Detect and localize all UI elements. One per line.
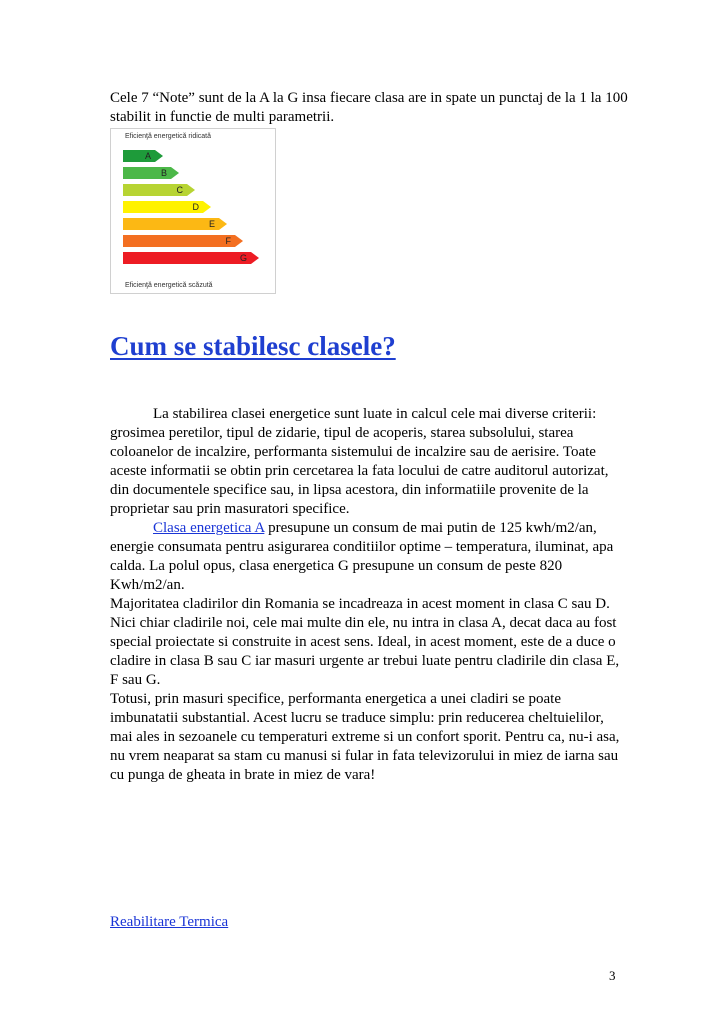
paragraph-class-a-text: presupune un consum de mai putin de 125 kwh/m2/an, energie consumata pentru asigurarea conditiilor optime – temperatura, iluminat, apa calda. La polul opus, clasa energetica G presupune un consum de peste 820 Kwh/m2/an. xyxy=(110,520,614,593)
energy-label-top-caption: Eficienţă energetică ridicată xyxy=(125,133,211,140)
paragraph-criteria: La stabilirea clasei energetice sunt luate in calcul cele mai diverse criterii: grosimea peretilor, tipul de zidarie, tipul de acoperis, starea subsolului, starea coloanelor de incalzire, performanta sistemului de incalzire sau de aerisire. Toate aceste informatii se obtin prin cercetarea la fata locului de catre auditorul autorizat, din documentele specifice sau, in lipsa acestora, din informatiile provenite de la proprietar sau prin masuratori specifice. xyxy=(110,406,609,517)
intro-paragraph xyxy=(110,89,630,127)
energy-class-bar-a: A xyxy=(123,150,155,162)
energy-class-bar-b: B xyxy=(123,167,171,179)
paragraph-class-a xyxy=(110,519,630,595)
reabilitare-termica-link[interactable]: Reabilitare Termica xyxy=(110,914,229,930)
energy-efficiency-label-image xyxy=(110,128,276,294)
section-body xyxy=(110,405,630,785)
energy-class-bar-c: C xyxy=(123,184,187,196)
paragraph-majority: Majoritatea cladirilor din Romania se incadreaza in acest moment in clasa C sau D. Nici chiar cladirile noi, cele mai multe din ele, nu intra in clasa A, decat daca au fost special proiectate si construite in acest sens. Ideal, in acest moment, este de a duce o cladire in clasa B sau C iar masuri urgente ar trebui luate pentru cladirile din clasa E, F sau G. xyxy=(110,596,620,688)
energy-class-bar-d: D xyxy=(123,201,203,213)
energy-class-bar-f: F xyxy=(123,235,235,247)
intro-text: Cele 7 “Note” sunt de la A la G insa fiecare clasa are in spate un punctaj de la 1 la 100 stabilit in functie de multi parametrii. xyxy=(110,90,628,125)
energy-label-bottom-caption: Eficienţă energetică scăzută xyxy=(125,282,213,289)
energy-class-bar-e: E xyxy=(123,218,219,230)
class-a-link[interactable]: Clasa energetica A xyxy=(153,520,265,536)
section-heading[interactable]: Cum se stabilesc clasele? xyxy=(110,331,396,361)
energy-class-bar-g: G xyxy=(123,252,251,264)
page-number: 3 xyxy=(609,968,616,983)
paragraph-improvement: Totusi, prin masuri specifice, performanta energetica a unei cladiri se poate imbunatatii substantial. Acest lucru se traduce simplu: prin reducerea cheltuielilor, mai ales in sezoanele cu temperaturi extreme si un confort sporit. Pentru ca, nu-i asa, nu vrem neaparat sa stam cu manusi si fular in fata televizorului in miez de iarna sau cu punga de gheata in brate in miez de vara! xyxy=(110,691,620,783)
